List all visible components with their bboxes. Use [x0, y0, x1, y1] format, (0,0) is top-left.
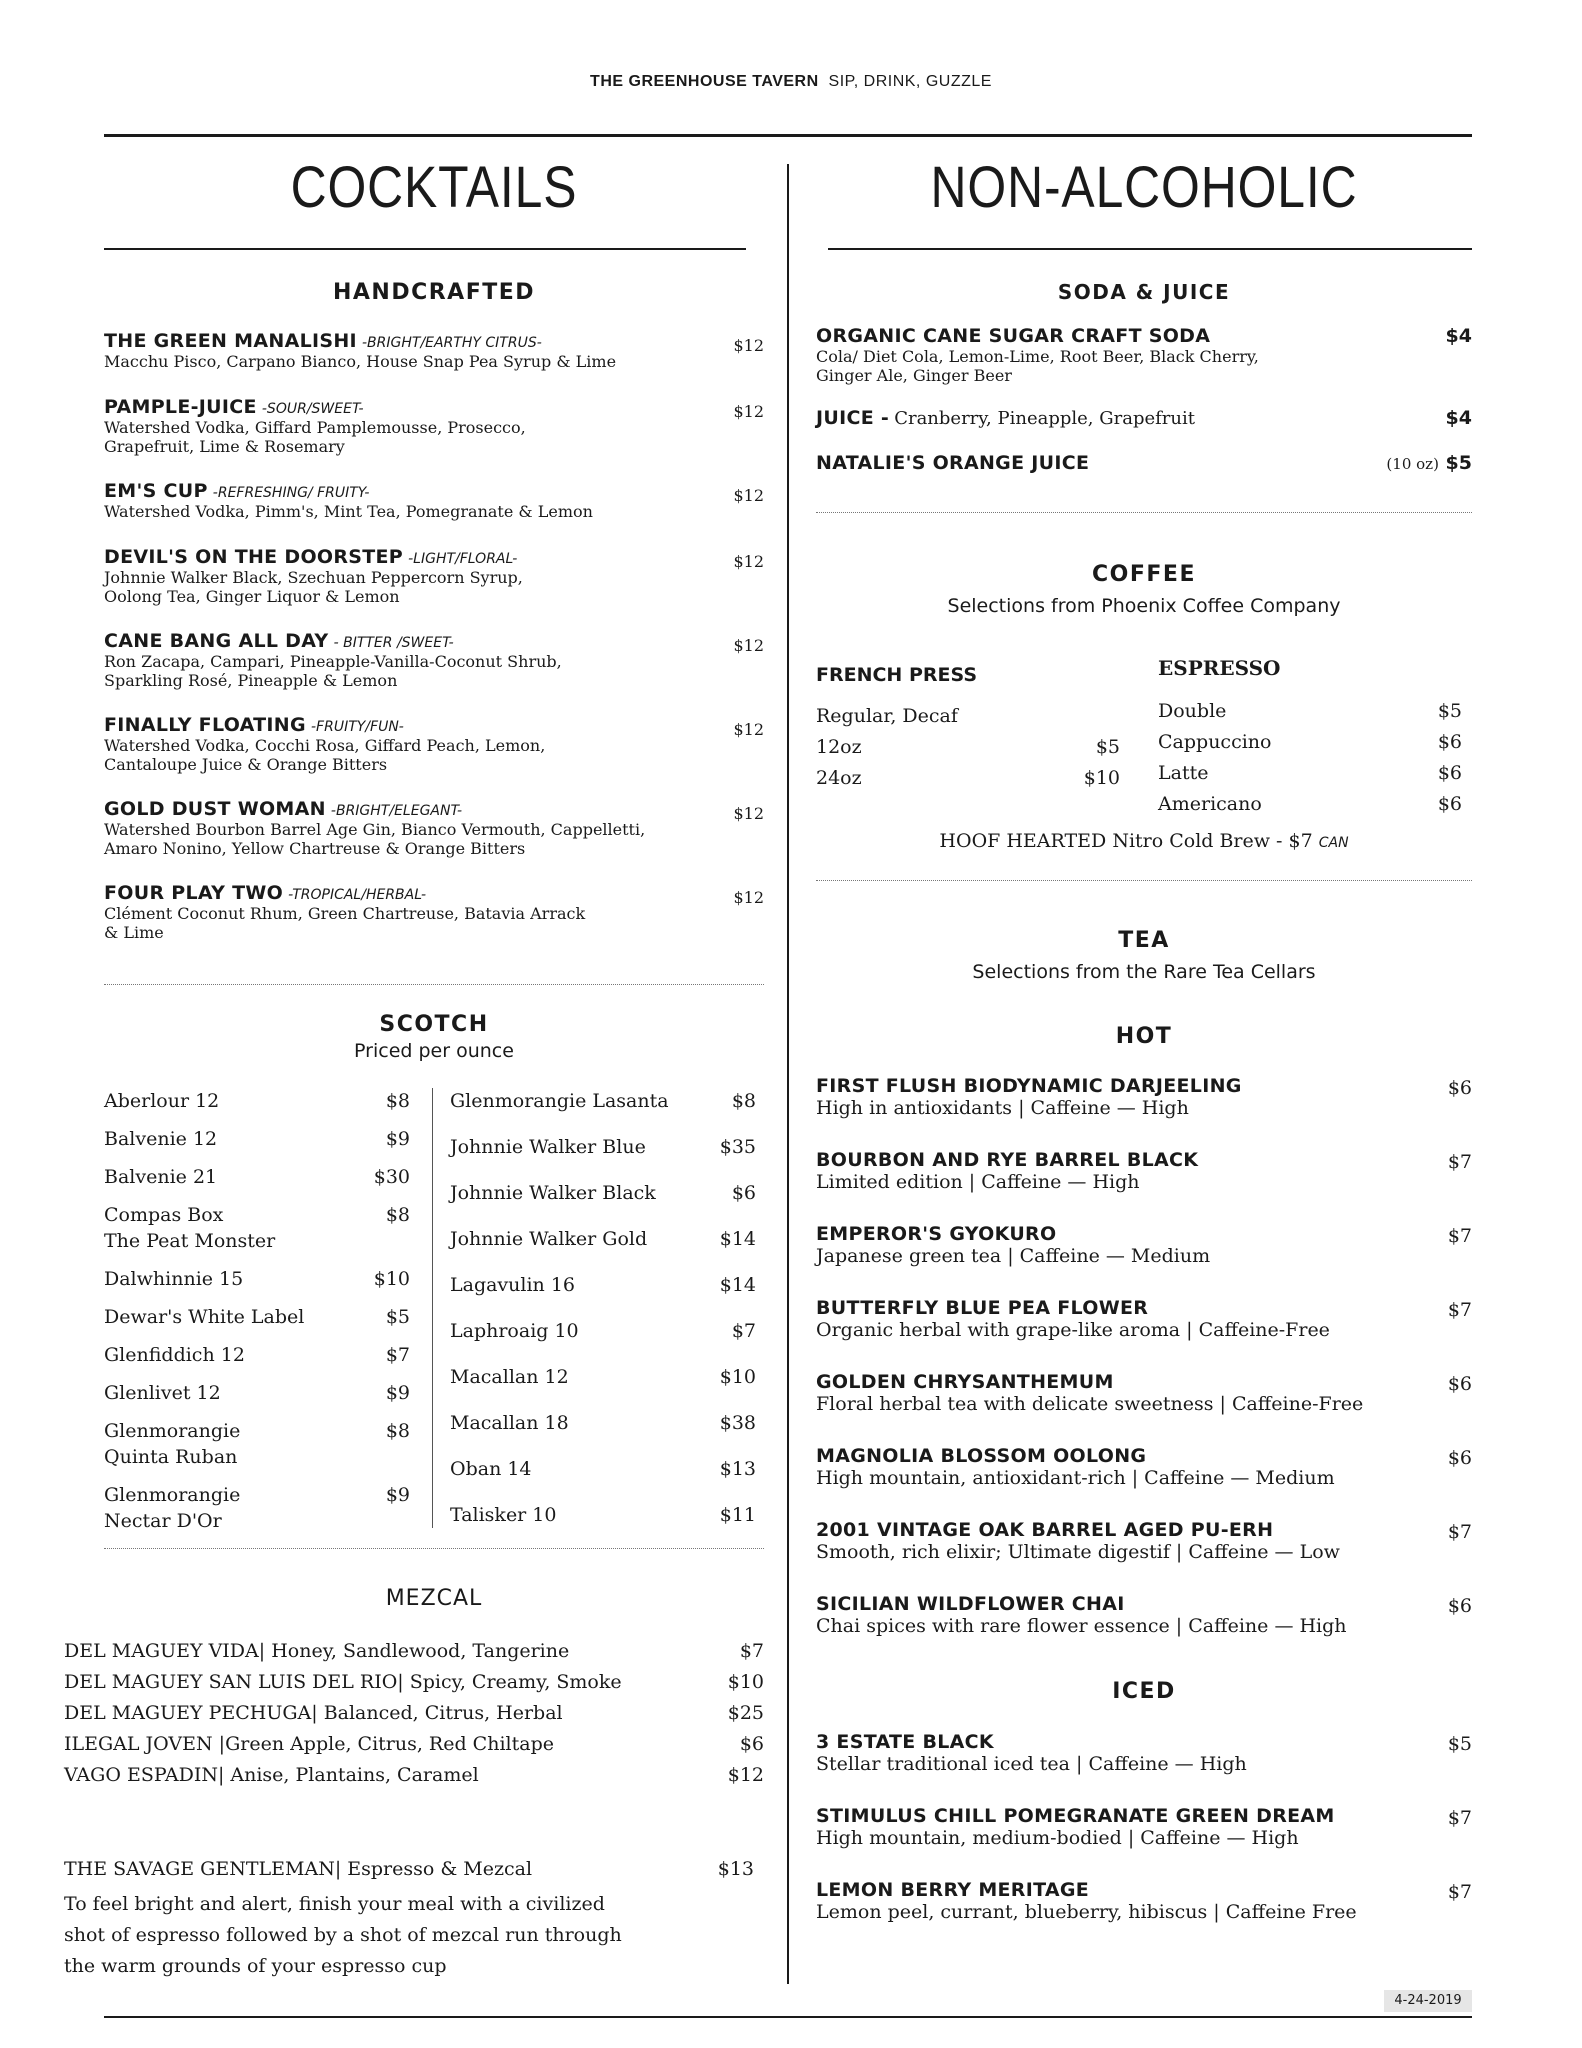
cocktail-tag: -BRIGHT/ELEGANT-	[330, 803, 463, 819]
scotch-row	[450, 1226, 756, 1252]
tea-desc: High in antioxidants | Caffeine — High	[816, 1097, 1189, 1119]
french-press-heading: FRENCH PRESS	[816, 664, 977, 686]
scotch-name: Balvenie 21	[104, 1166, 218, 1188]
venue-header	[0, 73, 1582, 91]
tea-item	[816, 1731, 1472, 1776]
tea-name: EMPEROR'S GYOKURO	[816, 1223, 1057, 1245]
scotch-row	[450, 1180, 756, 1206]
column-divider	[787, 164, 789, 1984]
savage-price: $13	[717, 1858, 754, 1880]
french-press-size: 24oz	[816, 767, 862, 789]
espresso-name: Cappuccino	[1158, 731, 1272, 753]
espresso-price: $5	[1437, 700, 1462, 722]
soda-item	[816, 325, 1472, 385]
iced-heading: ICED	[1112, 1679, 1176, 1704]
cocktail-price: $12	[733, 402, 764, 421]
scotch-name: Dewar's White Label	[104, 1306, 305, 1328]
nitro-unit: CAN	[1318, 835, 1349, 851]
tea-name: BOURBON AND RYE BARREL BLACK	[816, 1149, 1199, 1171]
cocktail-ingredients: Watershed Vodka, Giffard Pamplemousse, Prosecco,	[104, 418, 526, 437]
scotch-row	[450, 1364, 756, 1390]
scotch-name: Glenmorangie	[104, 1420, 241, 1442]
handcrafted-heading: HANDCRAFTED	[332, 280, 536, 305]
espresso-name: Americano	[1158, 793, 1262, 815]
scotch-row	[104, 1126, 410, 1152]
espresso-price: $6	[1437, 731, 1462, 753]
tea-name: 2001 VINTAGE OAK BARREL AGED PU-ERH	[816, 1519, 1274, 1541]
scotch-price: $11	[719, 1504, 756, 1526]
scotch-price: $8	[385, 1204, 410, 1226]
tea-desc: High mountain, antioxidant-rich | Caffeine — Medium	[816, 1467, 1335, 1489]
french-press-types	[816, 705, 1126, 727]
cocktail-ingredients-2: Amaro Nonino, Yellow Chartreuse & Orange Bitters	[104, 839, 526, 858]
scotch-price: $7	[385, 1344, 410, 1366]
cocktail-item	[104, 882, 764, 942]
scotch-row	[104, 1266, 410, 1292]
soda-name: ORGANIC CANE SUGAR CRAFT SODA	[816, 325, 1211, 347]
tea-item	[816, 1519, 1472, 1564]
divider	[104, 1548, 764, 1549]
french-press-price: $5	[1095, 736, 1120, 758]
tea-item	[816, 1223, 1472, 1268]
cocktail-item	[104, 798, 764, 858]
cocktail-tag: -BRIGHT/EARTHY CITRUS-	[362, 335, 542, 351]
tea-desc: Smooth, rich elixir; Ultimate digestif | Caffeine — Low	[816, 1541, 1340, 1563]
savage-line: the warm grounds of your espresso cup	[64, 1955, 447, 1977]
savage-description	[64, 1889, 764, 1982]
scotch-name: Balvenie 12	[104, 1128, 218, 1150]
scotch-name-2: The Peat Monster	[104, 1230, 276, 1252]
tea-item	[816, 1805, 1472, 1850]
scotch-name: Macallan 18	[450, 1412, 569, 1434]
tea-name: SICILIAN WILDFLOWER CHAI	[816, 1593, 1125, 1615]
scotch-price: $10	[719, 1366, 756, 1388]
cocktail-price: $12	[733, 336, 764, 355]
cocktail-tag: -REFRESHING/ FRUITY-	[212, 485, 370, 501]
cocktail-price: $12	[733, 888, 764, 907]
cocktail-ingredients: Watershed Vodka, Pimm's, Mint Tea, Pomegranate & Lemon	[104, 502, 593, 521]
tea-name: MAGNOLIA BLOSSOM OOLONG	[816, 1445, 1147, 1467]
savage-title: THE SAVAGE GENTLEMAN| Espresso & Mezcal	[64, 1858, 533, 1880]
scotch-row	[450, 1134, 756, 1160]
cocktail-item	[104, 330, 764, 371]
soda-desc-2: Ginger Ale, Ginger Beer	[816, 366, 1012, 385]
scotch-name: Glenmorangie	[104, 1484, 241, 1506]
bottom-rule	[104, 2016, 1472, 2018]
cocktail-tag: - BITTER /SWEET-	[333, 635, 454, 651]
scotch-name-2: Quinta Ruban	[104, 1446, 238, 1468]
scotch-row	[450, 1456, 756, 1482]
tea-item	[816, 1445, 1472, 1490]
espresso-price: $6	[1437, 793, 1462, 815]
tea-subheading: Selections from the Rare Tea Cellars	[972, 961, 1316, 983]
scotch-price: $9	[385, 1484, 410, 1506]
juice-name: JUICE -	[816, 407, 890, 429]
cocktail-name: FINALLY FLOATING	[104, 714, 306, 736]
tea-desc: High mountain, medium-bodied | Caffeine — High	[816, 1827, 1299, 1849]
mezcal-price: $10	[727, 1671, 764, 1693]
scotch-name: Glenlivet 12	[104, 1382, 221, 1404]
cocktail-ingredients: Clément Coconut Rhum, Green Chartreuse, Batavia Arrack	[104, 904, 586, 923]
mezcal-price: $7	[739, 1640, 764, 1662]
soda-price: $4	[1445, 325, 1472, 347]
tea-desc: Lemon peel, currant, blueberry, hibiscus | Caffeine Free	[816, 1901, 1357, 1923]
tea-desc: Floral herbal tea with delicate sweetness | Caffeine-Free	[816, 1393, 1364, 1415]
mezcal-price: $25	[727, 1702, 764, 1724]
mezcal-text: VAGO ESPADIN| Anise, Plantains, Caramel	[64, 1764, 479, 1786]
venue-name: THE GREENHOUSE TAVERN	[590, 73, 819, 90]
cocktail-price: $12	[733, 804, 764, 823]
scotch-name: Johnnie Walker Black	[450, 1182, 656, 1204]
mezcal-text: ILEGAL JOVEN |Green Apple, Citrus, Red Chiltape	[64, 1733, 554, 1755]
scotch-name: Johnnie Walker Gold	[450, 1228, 648, 1250]
cocktail-name: FOUR PLAY TWO	[104, 882, 284, 904]
tea-item	[816, 1075, 1472, 1120]
scotch-row	[450, 1410, 756, 1436]
cocktail-tag: -FRUITY/FUN-	[310, 719, 404, 735]
scotch-row	[104, 1304, 410, 1330]
tea-price: $6	[1447, 1595, 1472, 1617]
scotch-price: $9	[385, 1128, 410, 1150]
scotch-name: Laphroaig 10	[450, 1320, 579, 1342]
cocktail-ingredients-2: Sparkling Rosé, Pineapple & Lemon	[104, 671, 398, 690]
tea-item	[816, 1593, 1472, 1638]
cocktail-price: $12	[733, 636, 764, 655]
tea-desc: Stellar traditional iced tea | Caffeine — High	[816, 1753, 1247, 1775]
scotch-row	[450, 1502, 756, 1528]
scotch-price: $7	[731, 1320, 756, 1342]
savage-line: shot of espresso followed by a shot of mezcal run through	[64, 1924, 622, 1946]
tea-price: $7	[1447, 1807, 1472, 1829]
tea-desc: Limited edition | Caffeine — High	[816, 1171, 1140, 1193]
tea-price: $5	[1447, 1733, 1472, 1755]
cocktail-ingredients-2: Cantaloupe Juice & Orange Bitters	[104, 755, 388, 774]
hot-heading: HOT	[1115, 1024, 1173, 1049]
scotch-row	[104, 1342, 410, 1368]
mezcal-text: DEL MAGUEY PECHUGA| Balanced, Citrus, Herbal	[64, 1702, 563, 1724]
scotch-price: $8	[385, 1420, 410, 1442]
scotch-name: Lagavulin 16	[450, 1274, 576, 1296]
scotch-name: Dalwhinnie 15	[104, 1268, 244, 1290]
scotch-price: $6	[731, 1182, 756, 1204]
scotch-divider	[432, 1088, 433, 1528]
coffee-subheading: Selections from Phoenix Coffee Company	[947, 595, 1341, 617]
soda-desc: Cola/ Diet Cola, Lemon-Lime, Root Beer, Black Cherry,	[816, 347, 1259, 366]
scotch-subheading: Priced per ounce	[354, 1040, 514, 1062]
scotch-name: Compas Box	[104, 1204, 224, 1226]
cocktail-name: PAMPLE-JUICE	[104, 396, 257, 418]
nitro-text: HOOF HEARTED Nitro Cold Brew - $7	[939, 830, 1313, 852]
scotch-name: Aberlour 12	[104, 1090, 220, 1112]
tea-name: STIMULUS CHILL POMEGRANATE GREEN DREAM	[816, 1805, 1335, 1827]
cocktail-tag: -SOUR/SWEET-	[261, 401, 364, 417]
tea-name: GOLDEN CHRYSANTHEMUM	[816, 1371, 1114, 1393]
orange-juice-price: $5	[1445, 452, 1472, 474]
cocktail-ingredients-2: Oolong Tea, Ginger Liquor & Lemon	[104, 587, 400, 606]
juice-desc: Cranberry, Pineapple, Grapefruit	[894, 408, 1195, 429]
scotch-name: Oban 14	[450, 1458, 532, 1480]
tagline: SIP, DRINK, GUZZLE	[828, 73, 992, 90]
tea-name: LEMON BERRY MERITAGE	[816, 1879, 1090, 1901]
cocktail-item	[104, 480, 764, 521]
tea-item	[816, 1371, 1472, 1416]
tea-item	[816, 1149, 1472, 1194]
savage-gentleman	[64, 1858, 754, 1880]
mezcal-item	[64, 1671, 764, 1693]
scotch-row	[104, 1164, 410, 1190]
scotch-price: $14	[719, 1274, 756, 1296]
tea-heading: TEA	[1118, 928, 1170, 953]
coffee-heading: COFFEE	[1092, 562, 1196, 587]
cocktail-item	[104, 630, 764, 690]
scotch-heading: SCOTCH	[379, 1012, 489, 1037]
scotch-row	[104, 1380, 410, 1406]
scotch-price: $5	[385, 1306, 410, 1328]
tea-name: 3 ESTATE BLACK	[816, 1731, 994, 1753]
cocktail-name: CANE BANG ALL DAY	[104, 630, 329, 652]
scotch-row	[450, 1272, 756, 1298]
mezcal-item	[64, 1764, 764, 1786]
french-press-row	[816, 736, 1120, 758]
cocktails-rule	[104, 248, 746, 250]
espresso-row	[1158, 762, 1462, 784]
scotch-price: $13	[719, 1458, 756, 1480]
scotch-price: $38	[719, 1412, 756, 1434]
cocktail-price: $12	[733, 552, 764, 571]
menu-date: 4-24-2019	[1384, 1990, 1472, 2012]
orange-juice-name: NATALIE'S ORANGE JUICE	[816, 452, 1090, 474]
tea-name: BUTTERFLY BLUE PEA FLOWER	[816, 1297, 1149, 1319]
divider	[816, 512, 1472, 513]
nitro-cold-brew	[816, 830, 1472, 852]
tea-price: $7	[1447, 1521, 1472, 1543]
tea-price: $7	[1447, 1151, 1472, 1173]
scotch-price: $10	[373, 1268, 410, 1290]
scotch-price: $14	[719, 1228, 756, 1250]
scotch-row	[104, 1418, 410, 1470]
scotch-name: Glenfiddich 12	[104, 1344, 245, 1366]
scotch-name: Macallan 12	[450, 1366, 569, 1388]
scotch-name: Johnnie Walker Blue	[450, 1136, 646, 1158]
tea-price: $6	[1447, 1077, 1472, 1099]
french-press-types-text: Regular, Decaf	[816, 705, 958, 727]
cocktail-name: THE GREEN MANALISHI	[104, 330, 357, 352]
cocktail-name: EM'S CUP	[104, 480, 208, 502]
tea-name: FIRST FLUSH BIODYNAMIC DARJEELING	[816, 1075, 1242, 1097]
scotch-row	[104, 1202, 410, 1254]
french-press-size: 12oz	[816, 736, 862, 758]
scotch-row	[450, 1318, 756, 1344]
juice-item	[816, 407, 1472, 429]
tea-price: $7	[1447, 1299, 1472, 1321]
cocktail-price: $12	[733, 486, 764, 505]
tea-item	[816, 1297, 1472, 1342]
scotch-name: Talisker 10	[450, 1504, 557, 1526]
non-alcoholic-rule	[828, 248, 1472, 250]
orange-juice-item	[816, 452, 1472, 474]
scotch-price: $9	[385, 1382, 410, 1404]
cocktail-price: $12	[733, 720, 764, 739]
cocktail-item	[104, 714, 764, 774]
french-press-price: $10	[1083, 767, 1120, 789]
soda-heading: SODA & JUICE	[1057, 280, 1231, 304]
tea-desc: Japanese green tea | Caffeine — Medium	[816, 1245, 1211, 1267]
espresso-name: Double	[1158, 700, 1227, 722]
cocktail-ingredients: Watershed Vodka, Cocchi Rosa, Giffard Peach, Lemon,	[104, 736, 546, 755]
tea-price: $6	[1447, 1447, 1472, 1469]
espresso-heading: ESPRESSO	[1158, 656, 1281, 680]
divider	[816, 880, 1472, 881]
espresso-row	[1158, 731, 1462, 753]
mezcal-price: $12	[727, 1764, 764, 1786]
scotch-price: $8	[731, 1090, 756, 1112]
scotch-price: $8	[385, 1090, 410, 1112]
tea-desc: Chai spices with rare flower essence | Caffeine — High	[816, 1615, 1347, 1637]
cocktail-name: GOLD DUST WOMAN	[104, 798, 326, 820]
cocktail-tag: -TROPICAL/HERBAL-	[288, 887, 426, 903]
espresso-row	[1158, 793, 1462, 815]
savage-line: To feel bright and alert, finish your meal with a civilized	[64, 1893, 605, 1915]
mezcal-item	[64, 1702, 764, 1724]
cocktails-title: COCKTAILS	[290, 155, 578, 220]
cocktail-ingredients-2: & Lime	[104, 923, 164, 942]
scotch-row	[104, 1482, 410, 1534]
scotch-price: $30	[373, 1166, 410, 1188]
cocktail-ingredients: Ron Zacapa, Campari, Pineapple-Vanilla-Coconut Shrub,	[104, 652, 562, 671]
tea-item	[816, 1879, 1472, 1924]
divider	[104, 984, 764, 985]
french-press-row	[816, 767, 1120, 789]
tea-price: $6	[1447, 1373, 1472, 1395]
non-alcoholic-title: NON-ALCOHOLIC	[930, 155, 1358, 220]
tea-price: $7	[1447, 1225, 1472, 1247]
cocktail-ingredients-2: Grapefruit, Lime & Rosemary	[104, 437, 345, 456]
orange-juice-size: (10 oz)	[1386, 455, 1439, 473]
mezcal-text: DEL MAGUEY SAN LUIS DEL RIO| Spicy, Creamy, Smoke	[64, 1671, 622, 1693]
espresso-name: Latte	[1158, 762, 1209, 784]
cocktail-ingredients: Macchu Pisco, Carpano Bianco, House Snap Pea Syrup & Lime	[104, 352, 617, 371]
scotch-price: $35	[719, 1136, 756, 1158]
cocktail-tag: -LIGHT/FLORAL-	[408, 551, 518, 567]
top-rule	[104, 134, 1472, 137]
mezcal-item	[64, 1733, 764, 1755]
scotch-name: Glenmorangie Lasanta	[450, 1090, 669, 1112]
mezcal-item	[64, 1640, 764, 1662]
french-press-heading-row	[816, 664, 1126, 686]
espresso-row	[1158, 700, 1462, 722]
mezcal-price: $6	[739, 1733, 764, 1755]
espresso-price: $6	[1437, 762, 1462, 784]
mezcal-heading: MEZCAL	[385, 1586, 483, 1611]
scotch-row	[104, 1088, 410, 1114]
tea-desc: Organic herbal with grape-like aroma | Caffeine-Free	[816, 1319, 1330, 1341]
tea-price: $7	[1447, 1881, 1472, 1903]
juice-price: $4	[1445, 407, 1472, 429]
cocktail-name: DEVIL'S ON THE DOORSTEP	[104, 546, 404, 568]
espresso-heading-row	[1158, 656, 1462, 680]
cocktail-ingredients: Watershed Bourbon Barrel Age Gin, Bianco Vermouth, Cappelletti,	[104, 820, 646, 839]
scotch-row	[450, 1088, 756, 1114]
scotch-name-2: Nectar D'Or	[104, 1510, 222, 1532]
cocktail-item	[104, 396, 764, 456]
cocktail-item	[104, 546, 764, 606]
cocktail-ingredients: Johnnie Walker Black, Szechuan Peppercorn Syrup,	[104, 568, 523, 587]
mezcal-text: DEL MAGUEY VIDA| Honey, Sandlewood, Tangerine	[64, 1640, 570, 1662]
